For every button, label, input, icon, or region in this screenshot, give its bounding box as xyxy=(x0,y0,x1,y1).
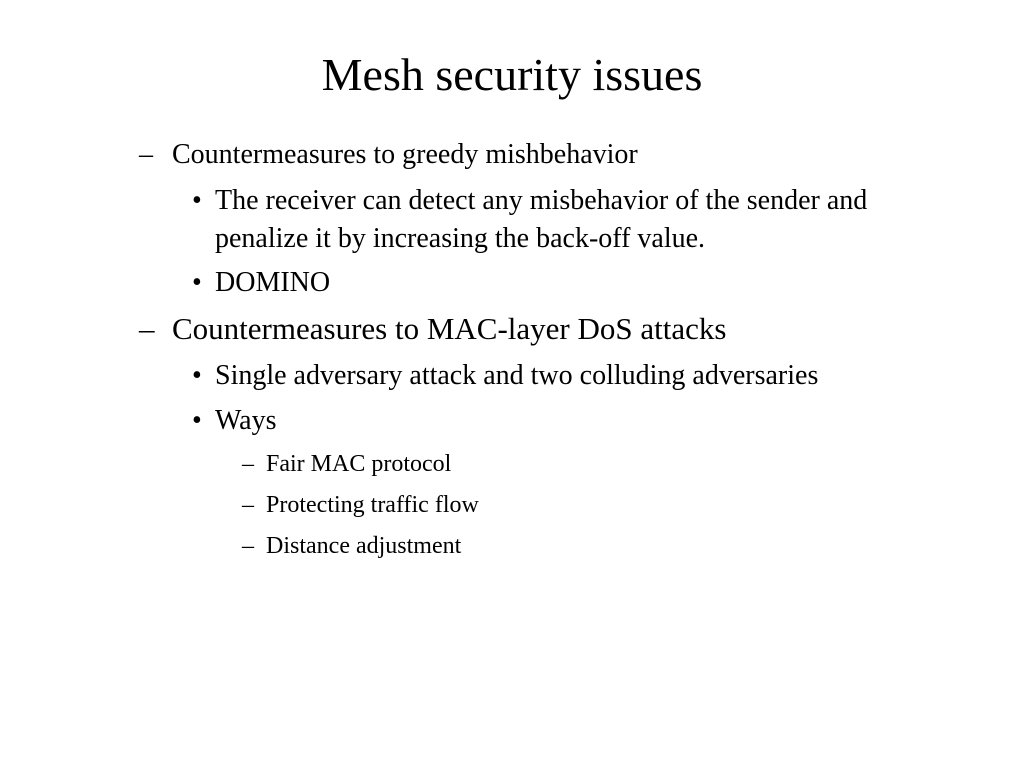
list-item-label: Distance adjustment xyxy=(266,533,462,559)
list-item-single-adversary xyxy=(192,357,962,395)
dash-marker: – xyxy=(242,492,254,518)
list-item-label: Countermeasures to greedy mishbehavior xyxy=(172,139,638,170)
dash-marker: – xyxy=(242,533,254,559)
list-item-label: Countermeasures to MAC-layer DoS attacks xyxy=(172,311,727,346)
list-item-label: Single adversary attack and two colluding adversaries xyxy=(215,360,819,391)
bullet-marker: • xyxy=(192,360,202,391)
bullet-marker: • xyxy=(192,267,202,298)
list-item-receiver xyxy=(192,182,962,258)
list-item-ways xyxy=(192,402,962,440)
bullet-marker: • xyxy=(192,405,202,436)
dash-marker: – xyxy=(242,451,254,477)
list-item-label: Ways xyxy=(215,405,277,436)
dash-marker: – xyxy=(139,139,153,170)
list-item-mac-dos xyxy=(139,309,959,349)
list-item-label: Protecting traffic flow xyxy=(266,492,479,518)
dash-marker: – xyxy=(139,311,155,346)
list-item-label: DOMINO xyxy=(215,267,331,298)
list-item-greedy xyxy=(139,138,959,172)
list-item-label: The receiver can detect any misbehavior of the sender and penalize it by increasing the back-off value. xyxy=(215,185,868,254)
slide-title: Mesh security issues xyxy=(321,49,703,100)
list-item-domino xyxy=(192,264,962,302)
list-item-distance xyxy=(242,531,942,561)
list-item-fair-mac xyxy=(242,449,942,479)
list-item-traffic-flow xyxy=(242,490,942,520)
bullet-marker: • xyxy=(192,185,202,216)
list-item-label: Fair MAC protocol xyxy=(266,451,452,477)
